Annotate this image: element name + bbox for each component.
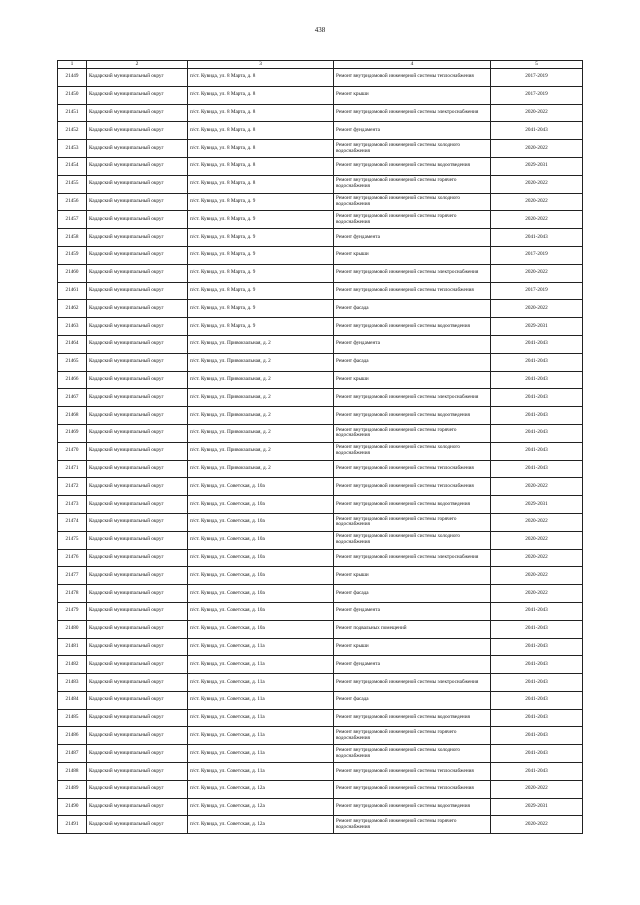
row-number-cell: 21459 (58, 246, 87, 264)
work-type-cell: Ремонт внутридомовой инженерной системы водоотведения (334, 798, 491, 816)
address-cell: п/ст. Кувида, ул. Советская, д. 10а (188, 602, 334, 620)
work-type-cell: Ремонт внутридомовой инженерной системы теплоснабжения (334, 460, 491, 478)
row-number-cell: 21469 (58, 424, 87, 442)
table-row (58, 104, 583, 122)
district-cell: Кадарский муниципальный округ (87, 389, 188, 407)
address-cell: п/ст. Кувида, ул. 8 Марта, д. 8 (188, 69, 334, 87)
row-number-cell: 21458 (58, 229, 87, 247)
district-cell: Кадарский муниципальный округ (87, 763, 188, 781)
period-cell: 2017-2019 (491, 246, 583, 264)
period-cell: 2041-2043 (491, 656, 583, 674)
district-cell: Кадарский муниципальный округ (87, 157, 188, 175)
period-cell: 2020-2022 (491, 513, 583, 531)
address-cell: п/ст. Кувида, ул. Советская, д. 11а (188, 745, 334, 763)
district-cell: Кадарский муниципальный округ (87, 656, 188, 674)
district-cell: Кадарский муниципальный округ (87, 229, 188, 247)
table-row (58, 335, 583, 353)
district-cell: Кадарский муниципальный округ (87, 193, 188, 211)
table-row (58, 69, 583, 87)
work-type-cell: Ремонт внутридомовой инженерной системы электроснабжения (334, 674, 491, 692)
work-type-cell: Ремонт внутридомовой инженерной системы водоотведения (334, 318, 491, 336)
table-row (58, 442, 583, 460)
work-type-cell: Ремонт внутридомовой инженерной системы холодного водоснабжения (334, 531, 491, 549)
work-type-cell: Ремонт фундамента (334, 656, 491, 674)
work-type-cell: Ремонт внутридомовой инженерной системы холодного водоснабжения (334, 140, 491, 158)
period-cell: 2041-2043 (491, 407, 583, 425)
period-cell: 2041-2043 (491, 229, 583, 247)
period-cell: 2041-2043 (491, 353, 583, 371)
row-number-cell: 21479 (58, 602, 87, 620)
row-number-cell: 21456 (58, 193, 87, 211)
district-cell: Кадарский муниципальный округ (87, 638, 188, 656)
work-type-cell: Ремонт фундамента (334, 602, 491, 620)
row-number-cell: 21488 (58, 763, 87, 781)
district-cell: Кадарский муниципальный округ (87, 674, 188, 692)
row-number-cell: 21477 (58, 567, 87, 585)
repair-schedule-table (57, 60, 583, 834)
row-number-cell: 21466 (58, 371, 87, 389)
district-cell: Кадарский муниципальный округ (87, 709, 188, 727)
work-type-cell: Ремонт внутридомовой инженерной системы горячего водоснабжения (334, 175, 491, 193)
work-type-cell: Ремонт внутридомовой инженерной системы теплоснабжения (334, 763, 491, 781)
table-row (58, 531, 583, 549)
table-row (58, 175, 583, 193)
district-cell: Кадарский муниципальный округ (87, 140, 188, 158)
district-cell: Кадарский муниципальный округ (87, 745, 188, 763)
district-cell: Кадарский муниципальный округ (87, 496, 188, 514)
row-number-cell: 21460 (58, 264, 87, 282)
table-row (58, 674, 583, 692)
address-cell: п/ст. Кувида, ул. Привокзальная, д. 2 (188, 442, 334, 460)
table-row (58, 620, 583, 638)
row-number-cell: 21457 (58, 211, 87, 229)
district-cell: Кадарский муниципальный округ (87, 122, 188, 140)
period-cell: 2029-2031 (491, 318, 583, 336)
row-number-cell: 21481 (58, 638, 87, 656)
row-number-cell: 21480 (58, 620, 87, 638)
work-type-cell: Ремонт внутридомовой инженерной системы холодного водоснабжения (334, 442, 491, 460)
address-cell: п/ст. Кувида, ул. Привокзальная, д. 2 (188, 424, 334, 442)
period-cell: 2029-2031 (491, 496, 583, 514)
address-cell: п/ст. Кувида, ул. Привокзальная, д. 2 (188, 407, 334, 425)
work-type-cell: Ремонт фасада (334, 585, 491, 603)
period-cell: 2041-2043 (491, 371, 583, 389)
address-cell: п/ст. Кувида, ул. 8 Марта, д. 8 (188, 86, 334, 104)
row-number-cell: 21461 (58, 282, 87, 300)
row-number-cell: 21470 (58, 442, 87, 460)
address-cell: п/ст. Кувида, ул. 8 Марта, д. 9 (188, 211, 334, 229)
district-cell: Кадарский муниципальный округ (87, 211, 188, 229)
row-number-cell: 21490 (58, 798, 87, 816)
address-cell: п/ст. Кувида, ул. Советская, д. 11а (188, 656, 334, 674)
address-cell: п/ст. Кувида, ул. 8 Марта, д. 8 (188, 175, 334, 193)
work-type-cell: Ремонт внутридомовой инженерной системы теплоснабжения (334, 780, 491, 798)
table-row (58, 691, 583, 709)
district-cell: Кадарский муниципальный округ (87, 282, 188, 300)
work-type-cell: Ремонт фундамента (334, 122, 491, 140)
period-cell: 2020-2022 (491, 104, 583, 122)
table-row (58, 513, 583, 531)
address-cell: п/ст. Кувида, ул. Советская, д. 10а (188, 567, 334, 585)
column-number-header: 4 (334, 61, 491, 69)
address-cell: п/ст. Кувида, ул. Советская, д. 10а (188, 531, 334, 549)
table-row (58, 602, 583, 620)
period-cell: 2041-2043 (491, 620, 583, 638)
period-cell: 2041-2043 (491, 424, 583, 442)
work-type-cell: Ремонт внутридомовой инженерной системы горячего водоснабжения (334, 424, 491, 442)
period-cell: 2020-2022 (491, 549, 583, 567)
table-row (58, 246, 583, 264)
period-cell: 2041-2043 (491, 691, 583, 709)
district-cell: Кадарский муниципальный округ (87, 335, 188, 353)
work-type-cell: Ремонт фундамента (334, 335, 491, 353)
row-number-cell: 21474 (58, 513, 87, 531)
address-cell: п/ст. Кувида, ул. 8 Марта, д. 8 (188, 157, 334, 175)
address-cell: п/ст. Кувида, ул. 8 Марта, д. 9 (188, 229, 334, 247)
address-cell: п/ст. Кувида, ул. Советская, д. 12а (188, 816, 334, 834)
address-cell: п/ст. Кувида, ул. Советская, д. 11а (188, 763, 334, 781)
work-type-cell: Ремонт крыши (334, 638, 491, 656)
table-row (58, 478, 583, 496)
table-row (58, 264, 583, 282)
row-number-cell: 21482 (58, 656, 87, 674)
period-cell: 2041-2043 (491, 389, 583, 407)
table-row (58, 638, 583, 656)
district-cell: Кадарский муниципальный округ (87, 318, 188, 336)
work-type-cell: Ремонт крыши (334, 86, 491, 104)
table-row (58, 424, 583, 442)
period-cell: 2041-2043 (491, 442, 583, 460)
period-cell: 2020-2022 (491, 193, 583, 211)
period-cell: 2020-2022 (491, 478, 583, 496)
period-cell: 2041-2043 (491, 745, 583, 763)
row-number-cell: 21453 (58, 140, 87, 158)
row-number-cell: 21455 (58, 175, 87, 193)
address-cell: п/ст. Кувида, ул. Советская, д. 11а (188, 674, 334, 692)
row-number-cell: 21484 (58, 691, 87, 709)
district-cell: Кадарский муниципальный округ (87, 780, 188, 798)
address-cell: п/ст. Кувида, ул. 8 Марта, д. 9 (188, 300, 334, 318)
district-cell: Кадарский муниципальный округ (87, 246, 188, 264)
period-cell: 2041-2043 (491, 709, 583, 727)
table-row (58, 709, 583, 727)
row-number-cell: 21471 (58, 460, 87, 478)
work-type-cell: Ремонт внутридомовой инженерной системы холодного водоснабжения (334, 193, 491, 211)
work-type-cell: Ремонт крыши (334, 371, 491, 389)
table-row (58, 140, 583, 158)
table-row (58, 353, 583, 371)
table-row (58, 318, 583, 336)
row-number-cell: 21451 (58, 104, 87, 122)
period-cell: 2017-2019 (491, 282, 583, 300)
address-cell: п/ст. Кувида, ул. Привокзальная, д. 2 (188, 460, 334, 478)
address-cell: п/ст. Кувида, ул. 8 Марта, д. 9 (188, 246, 334, 264)
district-cell: Кадарский муниципальный округ (87, 602, 188, 620)
work-type-cell: Ремонт внутридомовой инженерной системы водоотведения (334, 709, 491, 727)
column-number-row (58, 61, 583, 69)
table-row (58, 727, 583, 745)
column-number-header: 3 (188, 61, 334, 69)
row-number-cell: 21472 (58, 478, 87, 496)
period-cell: 2020-2022 (491, 300, 583, 318)
work-type-cell: Ремонт крыши (334, 567, 491, 585)
table-body (58, 69, 583, 834)
table-row (58, 780, 583, 798)
work-type-cell: Ремонт внутридомовой инженерной системы водоотведения (334, 157, 491, 175)
district-cell: Кадарский муниципальный округ (87, 549, 188, 567)
row-number-cell: 21491 (58, 816, 87, 834)
row-number-cell: 21467 (58, 389, 87, 407)
work-type-cell: Ремонт внутридомовой инженерной системы горячего водоснабжения (334, 727, 491, 745)
work-type-cell: Ремонт внутридомовой инженерной системы теплоснабжения (334, 478, 491, 496)
period-cell: 2020-2022 (491, 780, 583, 798)
row-number-cell: 21463 (58, 318, 87, 336)
row-number-cell: 21478 (58, 585, 87, 603)
period-cell: 2020-2022 (491, 567, 583, 585)
work-type-cell: Ремонт внутридомовой инженерной системы электроснабжения (334, 264, 491, 282)
period-cell: 2041-2043 (491, 122, 583, 140)
address-cell: п/ст. Кувида, ул. Советская, д. 12а (188, 780, 334, 798)
table-row (58, 816, 583, 834)
period-cell: 2020-2022 (491, 816, 583, 834)
work-type-cell: Ремонт фасада (334, 300, 491, 318)
table-row (58, 763, 583, 781)
work-type-cell: Ремонт крыши (334, 246, 491, 264)
district-cell: Кадарский муниципальный округ (87, 567, 188, 585)
table-row (58, 86, 583, 104)
district-cell: Кадарский муниципальный округ (87, 727, 188, 745)
row-number-cell: 21452 (58, 122, 87, 140)
work-type-cell: Ремонт внутридомовой инженерной системы водоотведения (334, 496, 491, 514)
work-type-cell: Ремонт фасада (334, 691, 491, 709)
period-cell: 2041-2043 (491, 335, 583, 353)
period-cell: 2041-2043 (491, 460, 583, 478)
work-type-cell: Ремонт фундамента (334, 229, 491, 247)
row-number-cell: 21449 (58, 69, 87, 87)
column-number-header: 5 (491, 61, 583, 69)
district-cell: Кадарский муниципальный округ (87, 798, 188, 816)
table-row (58, 157, 583, 175)
table-row (58, 389, 583, 407)
district-cell: Кадарский муниципальный округ (87, 264, 188, 282)
district-cell: Кадарский муниципальный округ (87, 442, 188, 460)
period-cell: 2041-2043 (491, 727, 583, 745)
period-cell: 2020-2022 (491, 211, 583, 229)
row-number-cell: 21464 (58, 335, 87, 353)
period-cell: 2020-2022 (491, 585, 583, 603)
table-row (58, 211, 583, 229)
district-cell: Кадарский муниципальный округ (87, 513, 188, 531)
work-type-cell: Ремонт внутридомовой инженерной системы теплоснабжения (334, 69, 491, 87)
row-number-cell: 21483 (58, 674, 87, 692)
row-number-cell: 21487 (58, 745, 87, 763)
address-cell: п/ст. Кувида, ул. Привокзальная, д. 2 (188, 389, 334, 407)
table-row (58, 656, 583, 674)
work-type-cell: Ремонт внутридомовой инженерной системы горячего водоснабжения (334, 513, 491, 531)
table-row (58, 745, 583, 763)
table-row (58, 567, 583, 585)
district-cell: Кадарский муниципальный округ (87, 816, 188, 834)
period-cell: 2041-2043 (491, 638, 583, 656)
row-number-cell: 21486 (58, 727, 87, 745)
address-cell: п/ст. Кувида, ул. 8 Марта, д. 9 (188, 282, 334, 300)
row-number-cell: 21468 (58, 407, 87, 425)
district-cell: Кадарский муниципальный округ (87, 407, 188, 425)
address-cell: п/ст. Кувида, ул. 8 Марта, д. 9 (188, 193, 334, 211)
table-row (58, 193, 583, 211)
row-number-cell: 21454 (58, 157, 87, 175)
address-cell: п/ст. Кувида, ул. Советская, д. 10а (188, 478, 334, 496)
work-type-cell: Ремонт внутридомовой инженерной системы электроснабжения (334, 549, 491, 567)
table-row (58, 549, 583, 567)
row-number-cell: 21450 (58, 86, 87, 104)
row-number-cell: 21465 (58, 353, 87, 371)
work-type-cell: Ремонт внутридомовой инженерной системы электроснабжения (334, 104, 491, 122)
district-cell: Кадарский муниципальный округ (87, 300, 188, 318)
table-row (58, 300, 583, 318)
district-cell: Кадарский муниципальный округ (87, 478, 188, 496)
address-cell: п/ст. Кувида, ул. 8 Марта, д. 9 (188, 318, 334, 336)
period-cell: 2041-2043 (491, 602, 583, 620)
work-type-cell: Ремонт внутридомовой инженерной системы водоотведения (334, 407, 491, 425)
period-cell: 2020-2022 (491, 175, 583, 193)
address-cell: п/ст. Кувида, ул. 8 Марта, д. 9 (188, 264, 334, 282)
row-number-cell: 21462 (58, 300, 87, 318)
district-cell: Кадарский муниципальный округ (87, 69, 188, 87)
table-row (58, 282, 583, 300)
work-type-cell: Ремонт внутридомовой инженерной системы горячего водоснабжения (334, 211, 491, 229)
period-cell: 2020-2022 (491, 264, 583, 282)
district-cell: Кадарский муниципальный округ (87, 353, 188, 371)
district-cell: Кадарский муниципальный округ (87, 175, 188, 193)
address-cell: п/ст. Кувида, ул. Привокзальная, д. 2 (188, 371, 334, 389)
address-cell: п/ст. Кувида, ул. Советская, д. 11а (188, 727, 334, 745)
work-type-cell: Ремонт внутридомовой инженерной системы теплоснабжения (334, 282, 491, 300)
table-row (58, 585, 583, 603)
address-cell: п/ст. Кувида, ул. Советская, д. 11а (188, 709, 334, 727)
period-cell: 2041-2043 (491, 674, 583, 692)
row-number-cell: 21475 (58, 531, 87, 549)
table-row (58, 496, 583, 514)
period-cell: 2017-2019 (491, 86, 583, 104)
address-cell: п/ст. Кувида, ул. 8 Марта, д. 8 (188, 104, 334, 122)
table-row (58, 229, 583, 247)
table-row (58, 798, 583, 816)
district-cell: Кадарский муниципальный округ (87, 104, 188, 122)
row-number-cell: 21473 (58, 496, 87, 514)
period-cell: 2041-2043 (491, 763, 583, 781)
district-cell: Кадарский муниципальный округ (87, 460, 188, 478)
work-type-cell: Ремонт подвальных помещений (334, 620, 491, 638)
address-cell: п/ст. Кувида, ул. Советская, д. 10а (188, 549, 334, 567)
period-cell: 2020-2022 (491, 140, 583, 158)
address-cell: п/ст. Кувида, ул. Советская, д. 10а (188, 513, 334, 531)
address-cell: п/ст. Кувида, ул. 8 Марта, д. 8 (188, 122, 334, 140)
address-cell: п/ст. Кувида, ул. Привокзальная, д. 2 (188, 335, 334, 353)
district-cell: Кадарский муниципальный округ (87, 424, 188, 442)
period-cell: 2029-2031 (491, 157, 583, 175)
period-cell: 2029-2031 (491, 798, 583, 816)
period-cell: 2017-2019 (491, 69, 583, 87)
address-cell: п/ст. Кувида, ул. Советская, д. 10а (188, 496, 334, 514)
column-number-header: 2 (87, 61, 188, 69)
work-type-cell: Ремонт внутридомовой инженерной системы горячего водоснабжения (334, 816, 491, 834)
address-cell: п/ст. Кувида, ул. Советская, д. 10а (188, 620, 334, 638)
district-cell: Кадарский муниципальный округ (87, 585, 188, 603)
row-number-cell: 21485 (58, 709, 87, 727)
table-row (58, 371, 583, 389)
column-number-header: 1 (58, 61, 87, 69)
district-cell: Кадарский муниципальный округ (87, 86, 188, 104)
table-row (58, 122, 583, 140)
work-type-cell: Ремонт фасада (334, 353, 491, 371)
period-cell: 2020-2022 (491, 531, 583, 549)
table-row (58, 460, 583, 478)
row-number-cell: 21489 (58, 780, 87, 798)
address-cell: п/ст. Кувида, ул. Советская, д. 11а (188, 691, 334, 709)
district-cell: Кадарский муниципальный округ (87, 531, 188, 549)
table-row (58, 407, 583, 425)
work-type-cell: Ремонт внутридомовой инженерной системы электроснабжения (334, 389, 491, 407)
address-cell: п/ст. Кувида, ул. Советская, д. 10а (188, 585, 334, 603)
row-number-cell: 21476 (58, 549, 87, 567)
page-number: 438 (314, 26, 326, 34)
district-cell: Кадарский муниципальный округ (87, 371, 188, 389)
address-cell: п/ст. Кувида, ул. Привокзальная, д. 2 (188, 353, 334, 371)
address-cell: п/ст. Кувида, ул. 8 Марта, д. 8 (188, 140, 334, 158)
work-type-cell: Ремонт внутридомовой инженерной системы холодного водоснабжения (334, 745, 491, 763)
district-cell: Кадарский муниципальный округ (87, 620, 188, 638)
address-cell: п/ст. Кувида, ул. Советская, д. 11а (188, 638, 334, 656)
address-cell: п/ст. Кувида, ул. Советская, д. 12а (188, 798, 334, 816)
district-cell: Кадарский муниципальный округ (87, 691, 188, 709)
